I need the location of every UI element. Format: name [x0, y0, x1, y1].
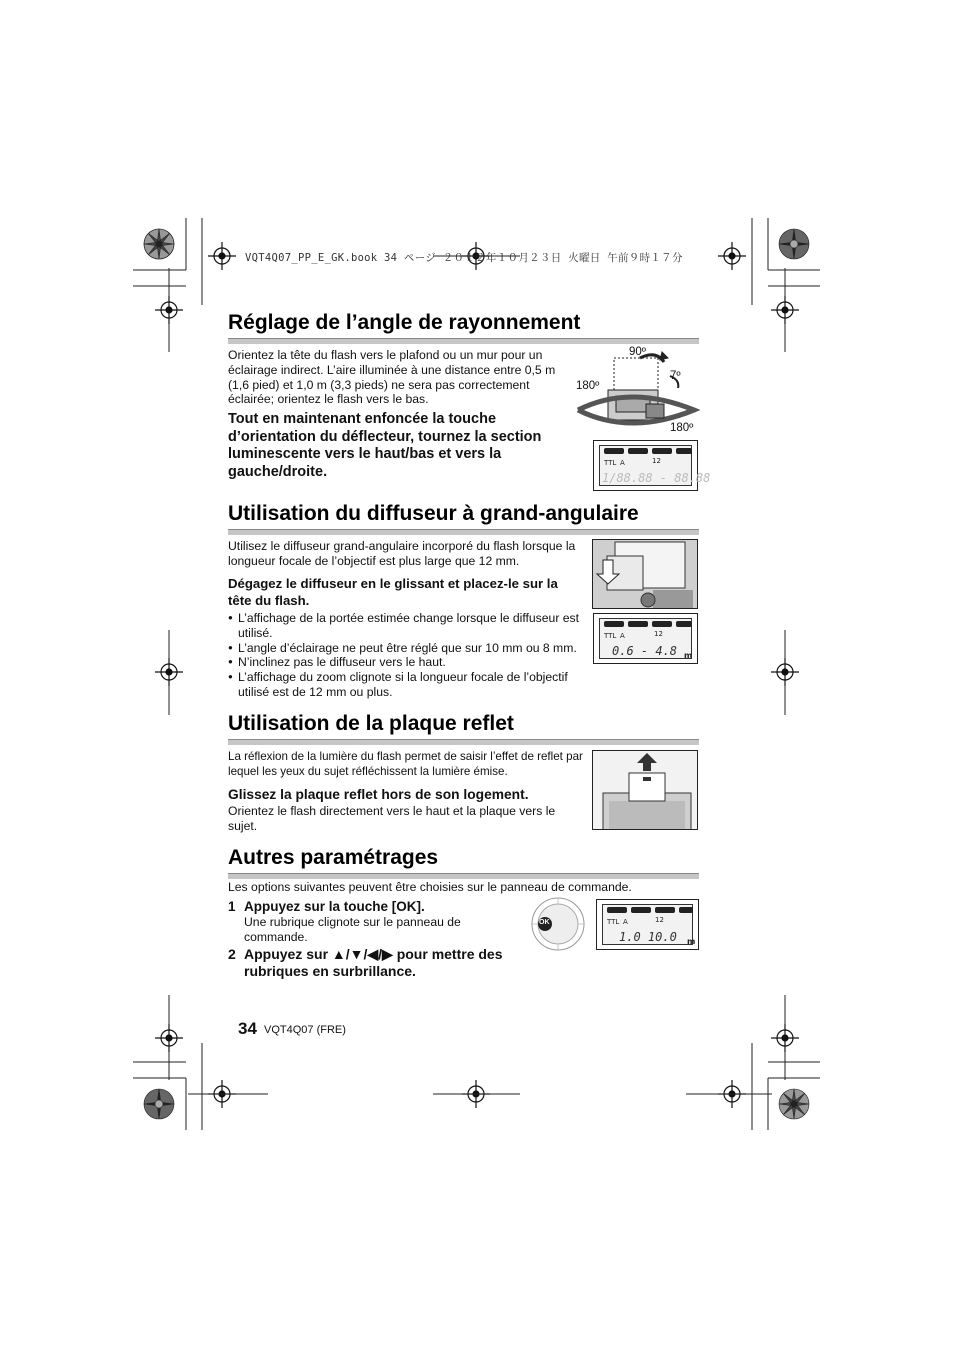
angle-label-7: 7º [670, 370, 681, 382]
steps-list [228, 898, 528, 981]
section-title-reflector: Utilisation de la plaque reflet [228, 712, 514, 735]
lcd-focal: 12 [654, 630, 663, 638]
angle-instruction: Tout en maintenant enfoncée la touche d’orientation du déflecteur, tournez la section luminescente vers le haut/bas et vers la gauche/droite. [228, 411, 542, 480]
list-item: ● L’angle d’éclairage ne peut être réglé que sur 10 mm ou 8 mm. [228, 641, 582, 656]
angle-intro: Orientez la tête du flash vers le plafond ou un mur pour un éclairage indirect. L’aire illuminée à une distance entre 0,5 m (1,6 pied) et 1,0 m (3,3 pieds) ne sera pas correctement éclairée; orientez le flash vers le bas. [228, 348, 556, 407]
step-1 [228, 898, 528, 945]
reflector-intro: La réflexion de la lumière du flash permet de saisir l’effet de reflet par lequel les yeux du sujet réfléchissent la lumière émise. [228, 750, 583, 778]
control-dial [531, 897, 585, 951]
reflector-plate-icon [593, 751, 698, 830]
lcd-unit: m [684, 651, 693, 660]
lcd-readout: 1.0 10.0 [619, 930, 677, 944]
lcd-focal: 12 [655, 916, 664, 924]
lcd-ttl: TTL [607, 918, 620, 926]
lcd-a: A [620, 632, 625, 640]
section-title-diffuser: Utilisation du diffuseur à grand-angulaire [228, 502, 639, 525]
lcd-ttl: TTL [604, 459, 617, 467]
diffuser-instruction: Dégagez le diffuseur en le glissant et placez-le sur la tête du flash. [228, 576, 558, 608]
flash-diffuser-icon [593, 540, 698, 609]
section-rule [228, 739, 699, 745]
lcd-readout: 1/88.88 - 88.88 [602, 471, 711, 485]
reflector-photo [592, 750, 698, 830]
step-title: Appuyez sur ▲/▼/◀/▶ pour mettre des rubriques en surbrillance. [244, 945, 503, 980]
list-item: ● N’inclinez pas le diffuseur vers le haut. [228, 655, 582, 670]
document-code: VQT4Q07 (FRE) [264, 1024, 346, 1036]
lcd-panel-2 [593, 613, 698, 664]
angle-label-90: 90º [629, 346, 646, 358]
section-rule [228, 873, 699, 879]
lcd-panel-3 [596, 899, 699, 950]
other-settings-intro: Les options suivantes peuvent être choisies sur le panneau de commande. [228, 880, 632, 894]
step-2 [228, 946, 528, 981]
lcd-ttl: TTL [604, 632, 617, 640]
reflector-note: Orientez le flash directement vers le haut et la plaque vers le sujet. [228, 804, 556, 833]
angle-label-180-left: 180º [576, 380, 600, 392]
flash-rotation-illustration [570, 344, 700, 436]
angle-label-180-right: 180º [670, 422, 694, 434]
step-desc: Une rubrique clignote sur le panneau de commande. [244, 915, 461, 944]
diffuser-photo [592, 539, 698, 609]
reflector-instruction: Glissez la plaque reflet hors de son logement. [228, 787, 529, 802]
list-item: ● L’affichage du zoom clignote si la longueur focale de l’objectif utilisé est de 12 mm ou plus. [228, 670, 582, 700]
section-rule [228, 529, 699, 535]
list-item: ● L’affichage de la portée estimée change lorsque le diffuseur est utilisé. [228, 611, 582, 641]
section-title-angle: Réglage de l’angle de rayonnement [228, 311, 581, 334]
book-header: VQT4Q07_PP_E_GK.book 34 ページ ２０１２年１０月２３日 火曜日 午前９時１７分 [245, 252, 683, 264]
lcd-panel-1 [593, 440, 711, 491]
lcd-a: A [623, 918, 628, 926]
diffuser-bullets [228, 611, 582, 700]
lcd-a: A [620, 459, 625, 467]
step-title: Appuyez sur la touche [OK]. [244, 899, 425, 914]
step-number: 1 [228, 899, 236, 914]
lcd-focal: 12 [652, 457, 661, 465]
step-number: 2 [228, 945, 236, 962]
lcd-readout: 0.6 - 4.8 [612, 644, 678, 658]
lcd-unit: m [687, 937, 696, 946]
ok-button-label: OK [539, 919, 550, 926]
page-number: 34 [238, 1019, 257, 1038]
diffuser-intro: Utilisez le diffuseur grand-angulaire incorporé du flash lorsque la longueur focale de l’objectif est plus large que 12 mm. [228, 539, 576, 568]
section-title-other-settings: Autres paramétrages [228, 846, 439, 869]
